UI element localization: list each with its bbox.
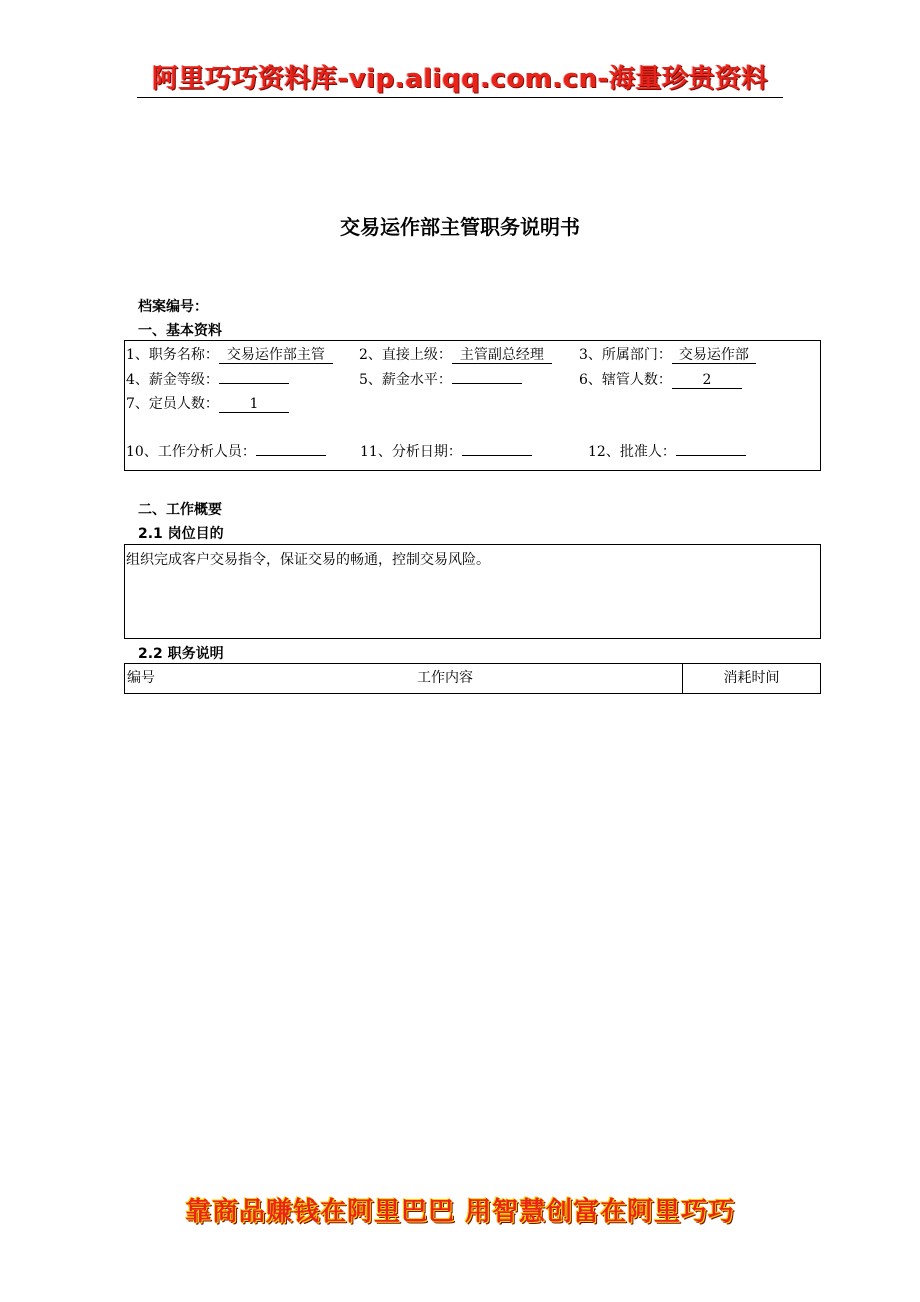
- field-approver-label: 12、批准人：: [588, 444, 676, 460]
- field-analysis-date-value: [462, 455, 532, 456]
- field-salary-level-value: [452, 383, 522, 384]
- field-department: [579, 346, 756, 364]
- archive-number-label: 档案编号：: [138, 299, 208, 315]
- field-subordinates-count-value: 2: [672, 372, 742, 389]
- subsection-position-purpose-heading: 2.1 岗位目的: [138, 526, 224, 542]
- duty-table: [124, 663, 821, 694]
- field-job-analyst-label: 10、工作分析人员：: [126, 444, 256, 460]
- field-salary-grade-label: 4、薪金等级：: [126, 372, 219, 388]
- field-approver-value: [676, 455, 746, 456]
- field-subordinates-count: [579, 371, 742, 389]
- duty-table-header-content: 工作内容: [417, 670, 473, 686]
- header-rule: [137, 97, 783, 98]
- field-headcount-label: 7、定员人数：: [126, 396, 219, 412]
- field-direct-superior-value: 主管副总经理: [452, 347, 552, 364]
- header-banner: 阿里巧巧资料库-vip.aliqq.com.cn-海量珍贵资料: [151, 64, 769, 94]
- field-job-analyst: [126, 443, 326, 461]
- field-department-value: 交易运作部: [672, 347, 756, 364]
- field-job-title-label: 1、职务名称：: [126, 347, 219, 363]
- field-salary-grade-value: [219, 383, 289, 384]
- field-salary-level-label: 5、薪金水平：: [359, 372, 452, 388]
- field-direct-superior: [359, 346, 552, 364]
- field-headcount-value: 1: [219, 396, 289, 413]
- position-purpose-text: 组织完成客户交易指令，保证交易的畅通，控制交易风险。: [126, 552, 490, 568]
- section-work-overview-heading: 二、工作概要: [138, 502, 222, 518]
- field-salary-level: [359, 371, 522, 389]
- duty-table-header-time: 消耗时间: [723, 670, 780, 686]
- subsection-duty-description-heading: 2.2 职务说明: [138, 646, 224, 662]
- field-job-analyst-value: [256, 455, 326, 456]
- field-analysis-date: [360, 443, 532, 461]
- field-salary-grade: [126, 371, 289, 389]
- duty-table-header-number: 编号: [127, 670, 155, 686]
- field-direct-superior-label: 2、直接上级：: [359, 347, 452, 363]
- field-job-title: [126, 346, 333, 364]
- field-job-title-value: 交易运作部主管: [219, 347, 333, 364]
- field-subordinates-count-label: 6、辖管人数：: [579, 372, 672, 388]
- document-title: 交易运作部主管职务说明书: [340, 215, 580, 239]
- field-department-label: 3、所属部门：: [579, 347, 672, 363]
- field-approver: [588, 443, 746, 461]
- footer-banner: 靠商品赚钱在阿里巴巴 用智慧创富在阿里巧巧: [184, 1197, 736, 1227]
- field-headcount: [126, 395, 289, 413]
- field-analysis-date-label: 11、分析日期：: [360, 444, 462, 460]
- section-basic-info-heading: 一、基本资料: [138, 323, 222, 339]
